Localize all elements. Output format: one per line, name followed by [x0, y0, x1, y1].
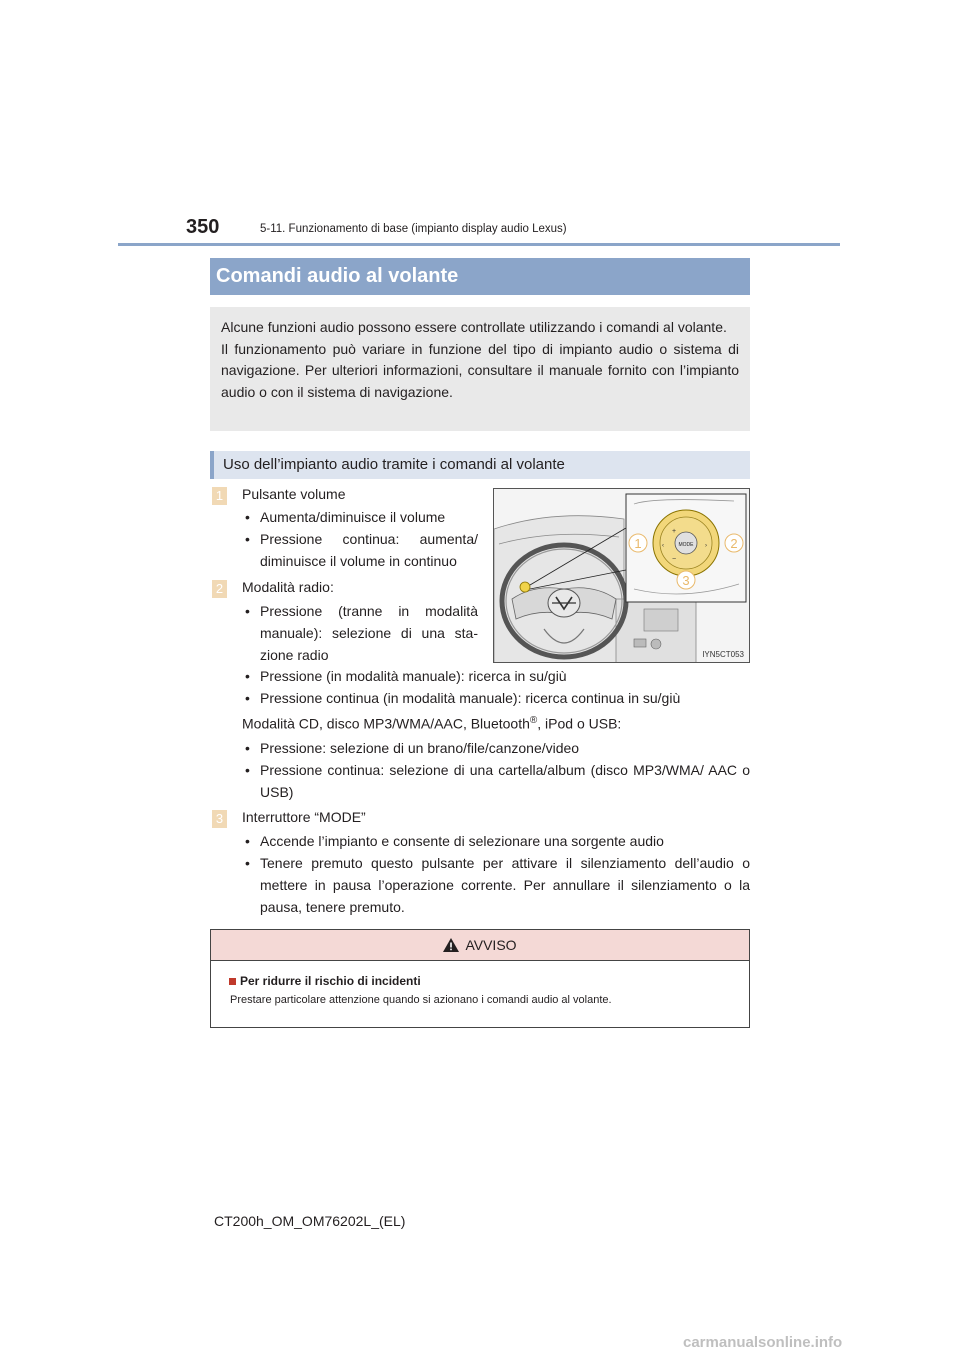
warning-title-row [229, 974, 421, 988]
bullet-text: Pressione continua: aumenta/ diminuisce il volume in continuo [260, 531, 478, 569]
item-number-3: 3 [212, 810, 227, 828]
item-title-3: Interruttore “MODE” [242, 809, 366, 825]
svg-text:−: − [672, 556, 677, 563]
chapter-title: 5-11. Funzionamento di base (impianto display audio Lexus) [260, 223, 567, 235]
bullet-item: • Aumenta/diminuisce il volume [245, 506, 478, 528]
bullet-item: • Pressione continua (in modalità manuale): ricerca continua in su/giù [245, 687, 750, 709]
callout-1: 1 [634, 536, 642, 551]
subsection-title: Uso dell’impianto audio tramite i comandi al volante [210, 451, 750, 479]
bullet-item: • Pressione continua: aumenta/ diminuisce il volume in continuo [245, 528, 478, 572]
bullet-text: Aumenta/diminuisce il volume [260, 509, 446, 525]
warning-box [210, 929, 750, 1028]
bullet-text: Pressione: selezione di un brano/file/canzone/video [260, 740, 580, 756]
warning-triangle-icon [443, 938, 459, 952]
registered-mark: ® [529, 715, 538, 726]
item-title-2: Modalità radio: [242, 579, 334, 595]
bullet-item: • Tenere premuto questo pulsante per attivare il silenziamento dell’audio o mettere in pausa l’operazione corrente. Per annullare il silenziamento o la pausa, tenere premuto. [245, 852, 750, 918]
bullet-text: Pressione (tranne in modalità manuale): selezione di una sta- zione radio [260, 603, 478, 663]
bullet-text: Pressione continua: selezione di una cartella/album (disco MP3/WMA/ AAC o USB) [260, 762, 750, 800]
warning-heading: AVVISO [465, 937, 517, 953]
callout-2: 2 [730, 536, 738, 551]
bullet-item: • Pressione: selezione di un brano/file/canzone/video [245, 737, 750, 759]
subtitle-suffix: , iPod o USB: [537, 715, 622, 732]
item-subtitle-2 [242, 715, 621, 732]
subtitle-text: Modalità CD, disco MP3/WMA/AAC, Bluetooth [242, 715, 530, 732]
page-number: 350 [186, 216, 220, 238]
header-rule [118, 243, 840, 246]
intro-paragraph-1: Alcune funzioni audio possono essere controllate utilizzando i comandi al volante. [221, 319, 727, 335]
steering-wheel-figure [493, 488, 750, 663]
warning-header [211, 930, 749, 961]
bullet-text: Tenere premuto questo pulsante per attivare il silenziamento dell’audio o mettere in pausa l’operazione corrente. Per annullare il silenziamento o la pausa, tenere premuto. [260, 855, 750, 915]
item-number-1: 1 [212, 487, 227, 505]
svg-text:‹: ‹ [662, 543, 664, 549]
svg-text:+: + [672, 528, 677, 535]
bullet-text: Pressione (in modalità manuale): ricerca in su/giù [260, 668, 567, 684]
bullet-square-icon [229, 978, 236, 985]
bullet-item: • Pressione continua: selezione di una cartella/album (disco MP3/WMA/ AAC o USB) [245, 759, 750, 803]
callout-3: 3 [682, 573, 690, 588]
warning-title: Per ridurre il rischio di incidenti [240, 974, 421, 988]
footer-code: CT200h_OM_OM76202L_(EL) [214, 1213, 406, 1229]
bullet-item: • Pressione (tranne in modalità manuale): selezione di una sta- zione radio [245, 600, 478, 666]
warning-text: Prestare particolare attenzione quando si azionano i comandi audio al volante. [230, 994, 612, 1006]
bullet-text: Accende l’impianto e consente di selezionare una sorgente audio [260, 833, 664, 849]
intro-paragraph-2: Il funzionamento può variare in funzione del tipo di impianto audio o sistema di navigazione. Per ulteriori informazioni, consultare il manuale fornito con l’impianto audio o con il sistema di navigazione. [221, 340, 739, 400]
bullet-text: Pressione continua (in modalità manuale): ricerca continua in su/giù [260, 690, 681, 706]
steering-wheel-illustration [494, 489, 750, 663]
intro-box [210, 307, 750, 431]
svg-text:›: › [705, 543, 707, 549]
watermark: carmanualsonline.info [683, 1334, 843, 1351]
section-title: Comandi audio al volante [210, 258, 750, 295]
item-number-2: 2 [212, 580, 227, 598]
mode-button-label: MODE [678, 542, 694, 548]
bullet-item: • Pressione (in modalità manuale): ricerca in su/giù [245, 665, 750, 687]
item-title-1: Pulsante volume [242, 486, 346, 502]
figure-code: IYN5CT053 [702, 650, 744, 659]
bullet-item: • Accende l’impianto e consente di selezionare una sorgente audio [245, 830, 750, 852]
